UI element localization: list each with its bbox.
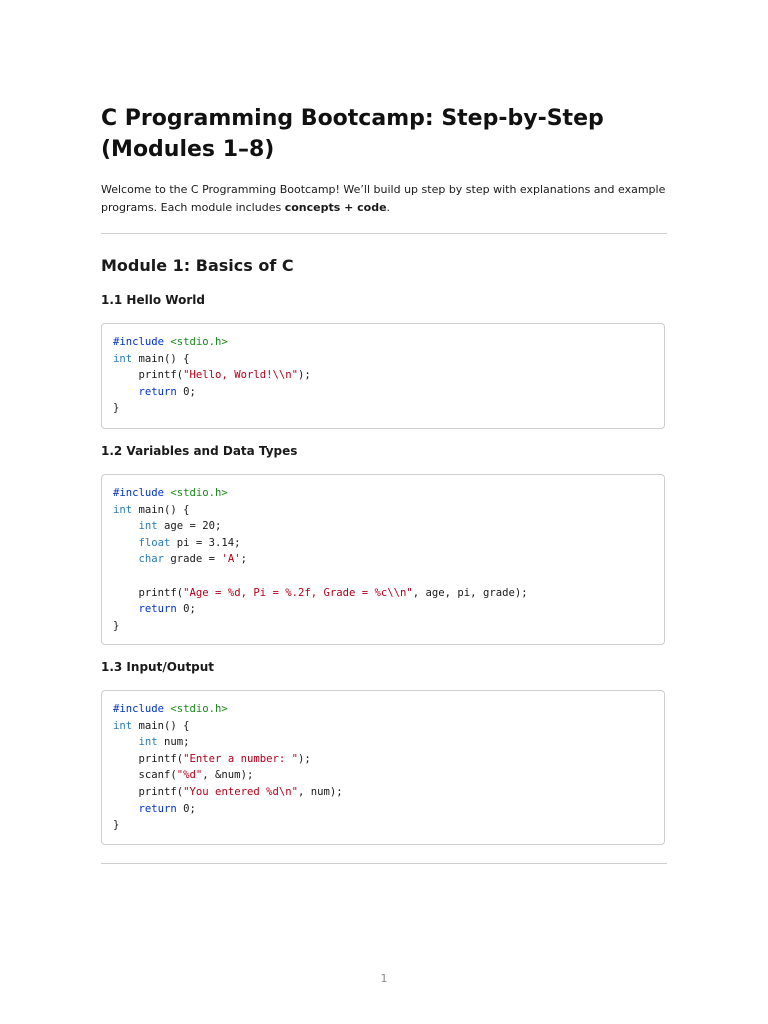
code-line [113, 585, 653, 602]
code-token: "Age = %d, Pi = %.2f, Grade = %c\\n" [183, 586, 413, 599]
divider-bottom [101, 863, 667, 864]
code-token: int [113, 352, 133, 365]
code-token: int [113, 736, 158, 749]
code-token: "You entered %d\n" [183, 785, 298, 798]
code-token: <stdio.h> [170, 336, 228, 348]
code-token: #include [113, 703, 171, 715]
code-token: } [113, 819, 120, 832]
code-token: } [113, 402, 120, 415]
code-token: return [113, 385, 177, 398]
code-line [113, 351, 653, 368]
code-line [113, 784, 653, 801]
module-1-heading: Module 1: Basics of C [101, 256, 294, 275]
code-token: printf( [113, 369, 184, 382]
code-line [113, 601, 653, 618]
code-line [113, 384, 653, 401]
code-token: "%d" [176, 769, 203, 782]
intro-end: . [386, 201, 391, 214]
code-token: grade = [164, 553, 222, 566]
code-token: ; [240, 553, 247, 566]
code-line [113, 502, 653, 519]
code-token: #include [113, 487, 171, 499]
code-line [113, 817, 653, 834]
code-line [113, 701, 653, 718]
code-token: printf( [113, 752, 184, 765]
code-token: 'A' [221, 553, 241, 566]
code-line [113, 751, 653, 768]
section-1-1-heading: 1.1 Hello World [101, 293, 205, 307]
code-token: int [113, 520, 158, 533]
code-token: main() { [132, 352, 190, 365]
code-line [113, 518, 653, 535]
code-token: #include [113, 336, 171, 348]
code-block-variables [101, 474, 665, 645]
section-1-2-heading: 1.2 Variables and Data Types [101, 444, 298, 458]
code-token: ); [297, 752, 311, 765]
code-token: "Enter a number: " [183, 752, 298, 765]
code-line [113, 551, 653, 568]
code-token: return [113, 802, 177, 815]
code-token: , &num); [202, 769, 254, 782]
code-line [113, 485, 653, 502]
code-token: return [113, 603, 177, 616]
code-token: main() { [132, 719, 190, 732]
code-line [113, 568, 653, 585]
code-token: , age, pi, grade); [412, 586, 528, 599]
code-line [113, 618, 653, 635]
code-token: "Hello, World!\\n" [183, 369, 298, 382]
intro-bold: concepts + code [284, 201, 387, 214]
code-token: 0; [176, 802, 196, 815]
code-token: <stdio.h> [170, 703, 228, 715]
code-token: } [113, 619, 120, 632]
code-line [113, 400, 653, 417]
code-line [113, 718, 653, 735]
code-line [113, 334, 653, 351]
code-block-input-output [101, 690, 665, 845]
code-token: float [113, 536, 171, 549]
code-token: main() { [132, 503, 190, 516]
code-line [113, 767, 653, 784]
code-token: int [113, 719, 133, 732]
code-token: printf( [113, 586, 184, 599]
code-token: ); [297, 369, 311, 382]
page-title: C Programming Bootcamp: Step-by-Step (Modules 1–8) [101, 106, 604, 162]
code-token: scanf( [113, 769, 177, 782]
divider-top [101, 233, 667, 234]
intro-paragraph [101, 181, 667, 217]
code-token: char [113, 553, 165, 566]
code-token: printf( [113, 785, 184, 798]
code-block-hello-world [101, 323, 665, 429]
code-token: , num); [297, 785, 343, 798]
intro-text: Welcome to the C Programming Bootcamp! We’ll build up step by step with explanations and example programs. Each module includes [101, 183, 666, 214]
code-line [113, 367, 653, 384]
code-line [113, 535, 653, 552]
code-line [113, 734, 653, 751]
code-token: <stdio.h> [170, 487, 228, 499]
code-token: num; [157, 736, 190, 749]
code-token: pi = 3.14; [170, 536, 241, 549]
section-1-3-heading: 1.3 Input/Output [101, 660, 215, 674]
code-line [113, 801, 653, 818]
page-number: 1 [380, 972, 388, 985]
code-token: int [113, 503, 133, 516]
code-token: age = 20; [157, 520, 222, 533]
code-token: 0; [176, 385, 196, 398]
code-token: 0; [176, 603, 196, 616]
